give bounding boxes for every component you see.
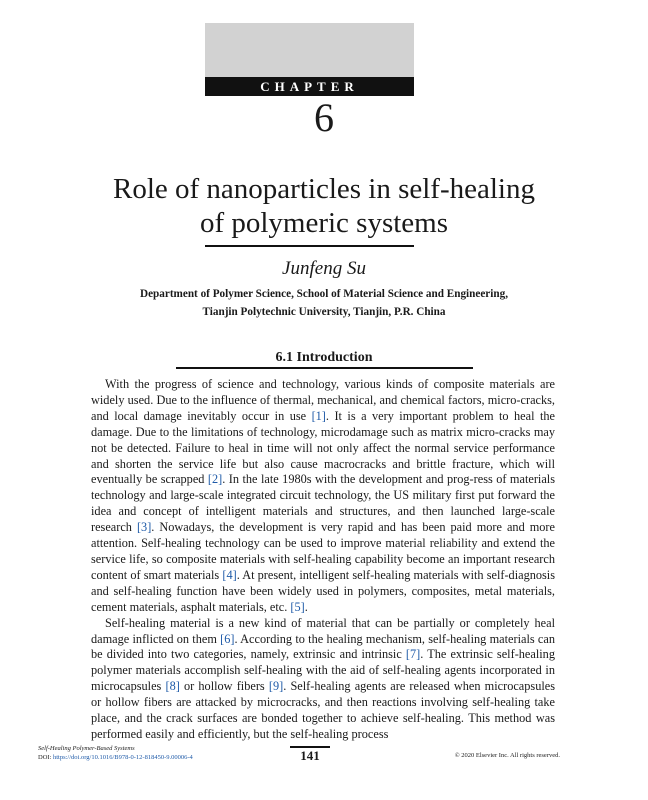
citation-link[interactable]: [8] bbox=[165, 679, 180, 694]
copyright: © 2020 Elsevier Inc. All rights reserved. bbox=[454, 752, 560, 759]
citation-link[interactable]: [9] bbox=[268, 679, 284, 694]
book-title: Self-Healing Polymer-Based Systems bbox=[38, 745, 135, 752]
paragraph-text: . At present, intelligent self-healing materials with self-diagnosis and self-healing function have been widely used in polymers, composites, metal materials, cement materials, asphalt materials, etc. bbox=[91, 567, 556, 614]
paragraph-text: . According to the healing mechanism, self-healing materials can be divided into two categories, namely, extrinsic and intrinsic bbox=[91, 631, 555, 662]
doi-prefix: DOI: bbox=[38, 754, 53, 761]
section-heading: 6.1 Introduction bbox=[275, 350, 373, 365]
citation-link[interactable]: [6] bbox=[220, 631, 235, 646]
doi-link[interactable]: https://doi.org/10.1016/B978-0-12-818450-9.00006-4 bbox=[52, 754, 193, 761]
chapter-label: CHAPTER bbox=[205, 77, 414, 96]
paragraph-text: . The extrinsic self-healing polymer materials accomplish self-healing with the aid of self-healing agents incorporated in microcapsules bbox=[91, 647, 555, 694]
chapter-number: 6 bbox=[314, 95, 334, 140]
paragraph bbox=[91, 377, 555, 616]
paragraph-text: . bbox=[304, 599, 308, 614]
paragraph-text: . Self-healing agents are released when microcapsules or hollow fibers are attacked by microcracks, and then reactions involving self-healing take place, and the crack surfaces are bonded together to achieve self-healing. This method was performed easily and efficiently, but the self-healing process bbox=[91, 679, 556, 741]
page-number: 141 bbox=[300, 748, 320, 763]
title-rule bbox=[205, 245, 414, 247]
paragraph-text: . In the late 1980s with the development and prog-ress of materials technology and large-scale integrated circuit technology, the US military first put forward the idea and concept of intelligent materials and structures, and then launched large-scale research bbox=[91, 472, 555, 535]
footer-citation bbox=[38, 744, 193, 762]
chapter-title bbox=[0, 172, 648, 240]
title-line-2: of polymeric systems bbox=[199, 207, 449, 239]
citation-link[interactable]: [2] bbox=[207, 472, 223, 487]
section-rule bbox=[176, 367, 473, 369]
citation-link[interactable]: [1] bbox=[311, 408, 326, 423]
citation-link[interactable]: [3] bbox=[136, 520, 152, 535]
citation-link[interactable]: [7] bbox=[405, 647, 421, 662]
paragraph-text: or hollow fibers bbox=[179, 679, 269, 694]
paragraph-text: With the progress of science and technology, various kinds of composite materials are widely used. Due to the influence of thermal, mechanical, and chemical factors, micro-cracks, and local damage inevitably occur in use bbox=[91, 377, 555, 423]
affiliation-line-1: Department of Polymer Science, School of Material Science and Engineering, bbox=[140, 288, 508, 300]
title-line-1: Role of nanoparticles in self-healing bbox=[113, 173, 535, 205]
paragraph-text: . It is a very important problem to heal the damage. Due to the limitations of technology, microdamage such as matrix micro-cracks may not be detected. Failure to heal in time will not only affect the normal service performance and shorten the service life but also cause macrocracks and brittle fracture, which will eventually be scrapped bbox=[91, 408, 556, 487]
paragraph-text: . Nowadays, the development is very rapid and has been paid more and more attention. Self-healing technology can be used to improve material reliability and extend the service life, so composite materials with self-healing capability become an important research content of smart materials bbox=[91, 520, 555, 582]
chapter-box bbox=[205, 23, 414, 77]
affiliation-line-2: Tianjin Polytechnic University, Tianjin, P.R. China bbox=[202, 306, 446, 318]
doi-line bbox=[38, 753, 193, 762]
citation-link[interactable]: [4] bbox=[222, 567, 237, 582]
affiliation bbox=[0, 285, 648, 321]
paragraph bbox=[91, 616, 555, 743]
paragraph-text: Self-healing material is a new kind of material that can be partially or completely heal damage inflicted on them bbox=[91, 615, 555, 646]
body-text bbox=[91, 377, 555, 743]
author-name: Junfeng Su bbox=[282, 258, 366, 279]
citation-link[interactable]: [5] bbox=[290, 599, 305, 614]
